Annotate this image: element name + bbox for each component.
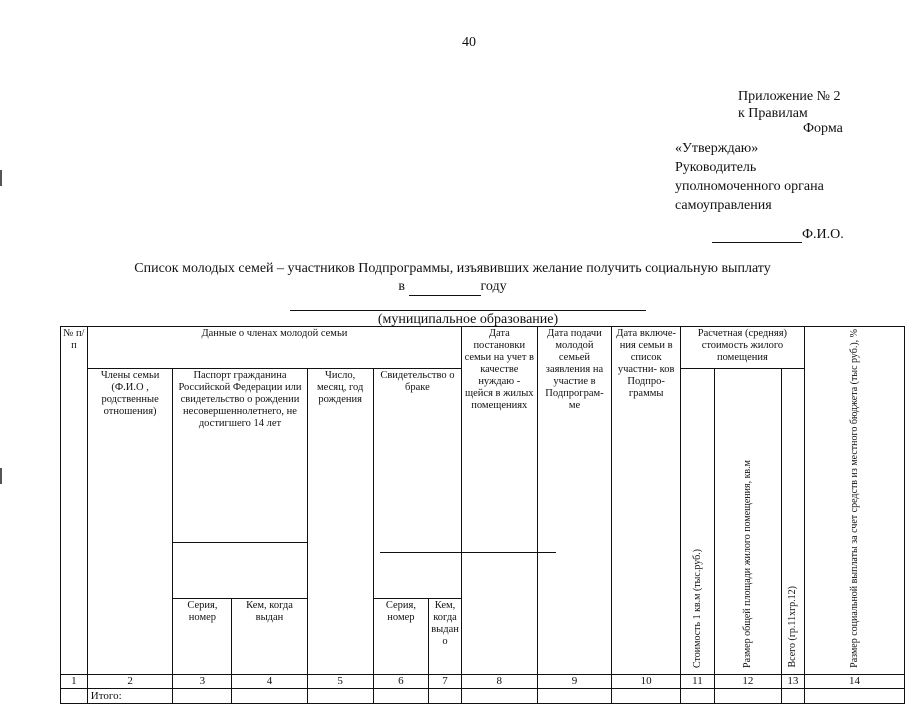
- total-cell: [373, 688, 428, 703]
- signature-label: Ф.И.О.: [802, 227, 844, 242]
- col-num-4: 4: [232, 674, 307, 688]
- header-passport-series: Серия, номер: [173, 599, 232, 674]
- col-num-6: 6: [373, 674, 428, 688]
- header-sqm-cost-text: Стоимость 1 кв.м (тыс.руб.): [691, 548, 703, 668]
- document-title: [0, 260, 905, 296]
- header-passport-issued: Кем, когда выдан: [232, 599, 307, 674]
- col-num-7: 7: [429, 674, 462, 688]
- header-marriage-cert: Свидетельство о браке: [373, 369, 461, 599]
- header-sqm-cost: [680, 369, 714, 675]
- col-num-9: 9: [537, 674, 612, 688]
- header-members: Члены семьи (Ф.И.О , родственные отношения): [87, 369, 173, 675]
- title-year-line: [0, 278, 905, 296]
- col-num-5: 5: [307, 674, 373, 688]
- total-cell-empty: [61, 688, 88, 703]
- title-in-word: в: [398, 279, 405, 294]
- total-cell: [680, 688, 714, 703]
- header-registration-date: Дата постановки семьи на учет в качестве нуждаю - щейся в жилых помещениях: [462, 327, 538, 675]
- header-total-text: Всего (гр.11хгр.12): [787, 586, 799, 668]
- total-cell: [537, 688, 612, 703]
- header-marriage-series: Серия, номер: [373, 599, 428, 674]
- header-family-data: Данные о членах молодой семьи: [87, 327, 461, 369]
- total-cell: [232, 688, 307, 703]
- col-num-11: 11: [680, 674, 714, 688]
- total-cell: [462, 688, 538, 703]
- appendix-rules: к Правилам: [738, 106, 808, 121]
- appendix-header: [738, 88, 841, 122]
- approval-self-government: самоуправления: [675, 198, 772, 213]
- header-housing-cost: Расчетная (средняя) стоимость жилого помещения: [680, 327, 804, 369]
- col-num-2: 2: [87, 674, 173, 688]
- col-num-12: 12: [714, 674, 781, 688]
- year-blank: [409, 282, 481, 296]
- title-year-word: году: [480, 279, 507, 294]
- municipality-line: [290, 310, 646, 311]
- header-area-text: Размер общей площади жилого помещения, кв.м: [742, 459, 754, 668]
- header-birth-date: Число, месяц, год рождения: [307, 369, 373, 675]
- header-payout: [804, 327, 904, 675]
- col-num-13: 13: [781, 674, 804, 688]
- header-area: [714, 369, 781, 675]
- total-cell: [173, 688, 232, 703]
- total-cell: [804, 688, 904, 703]
- appendix-number: Приложение № 2: [738, 89, 841, 104]
- signature-field: [712, 227, 844, 243]
- total-cell: [612, 688, 681, 703]
- scan-edge-mark: [0, 170, 2, 186]
- header-total: [781, 369, 804, 675]
- total-cell: [429, 688, 462, 703]
- header-inclusion-date: Дата включе- ния семьи в список участни- ков Подпро- граммы: [612, 327, 681, 675]
- municipality-label: (муниципальное образование): [377, 312, 559, 327]
- header-marriage-issued: Кем, когда выдан о: [429, 599, 462, 674]
- header-number: № п/п: [61, 327, 88, 675]
- title-line: Список молодых семей – участников Подпрограммы, изъявивших желание получить социальную выплату: [134, 261, 771, 276]
- total-cell: [307, 688, 373, 703]
- approval-head: Руководитель: [675, 160, 757, 175]
- families-table: [60, 326, 905, 704]
- approval-authority: уполномоченного органа: [675, 179, 824, 194]
- header-passport: Паспорт гражданина Российской Федерации или свидетельство о рождении несовершеннолетнего, не достигшего 14 лет: [173, 369, 307, 543]
- col-num-8: 8: [462, 674, 538, 688]
- col-num-1: 1: [61, 674, 88, 688]
- approval-block: [675, 139, 824, 215]
- column-numbers-row: [61, 674, 905, 688]
- header-payout-text: Размер социальной выплаты за счет средств из местного бюджета (тыс руб.), %: [848, 329, 860, 668]
- col-num-10: 10: [612, 674, 681, 688]
- bottom-signature-line: [380, 552, 556, 553]
- total-cell: [781, 688, 804, 703]
- scan-edge-mark: [0, 468, 2, 484]
- total-row: [61, 688, 905, 703]
- page-number: 40: [462, 35, 476, 50]
- total-label: Итого:: [87, 688, 173, 703]
- signature-line: [712, 229, 802, 243]
- col-num-3: 3: [173, 674, 232, 688]
- approval-word: «Утверждаю»: [675, 141, 759, 156]
- total-cell: [714, 688, 781, 703]
- form-label: Форма: [803, 121, 843, 136]
- col-num-14: 14: [804, 674, 904, 688]
- header-application-date: Дата подачи молодой семьей заявления на участие в Подпрограм- ме: [537, 327, 612, 675]
